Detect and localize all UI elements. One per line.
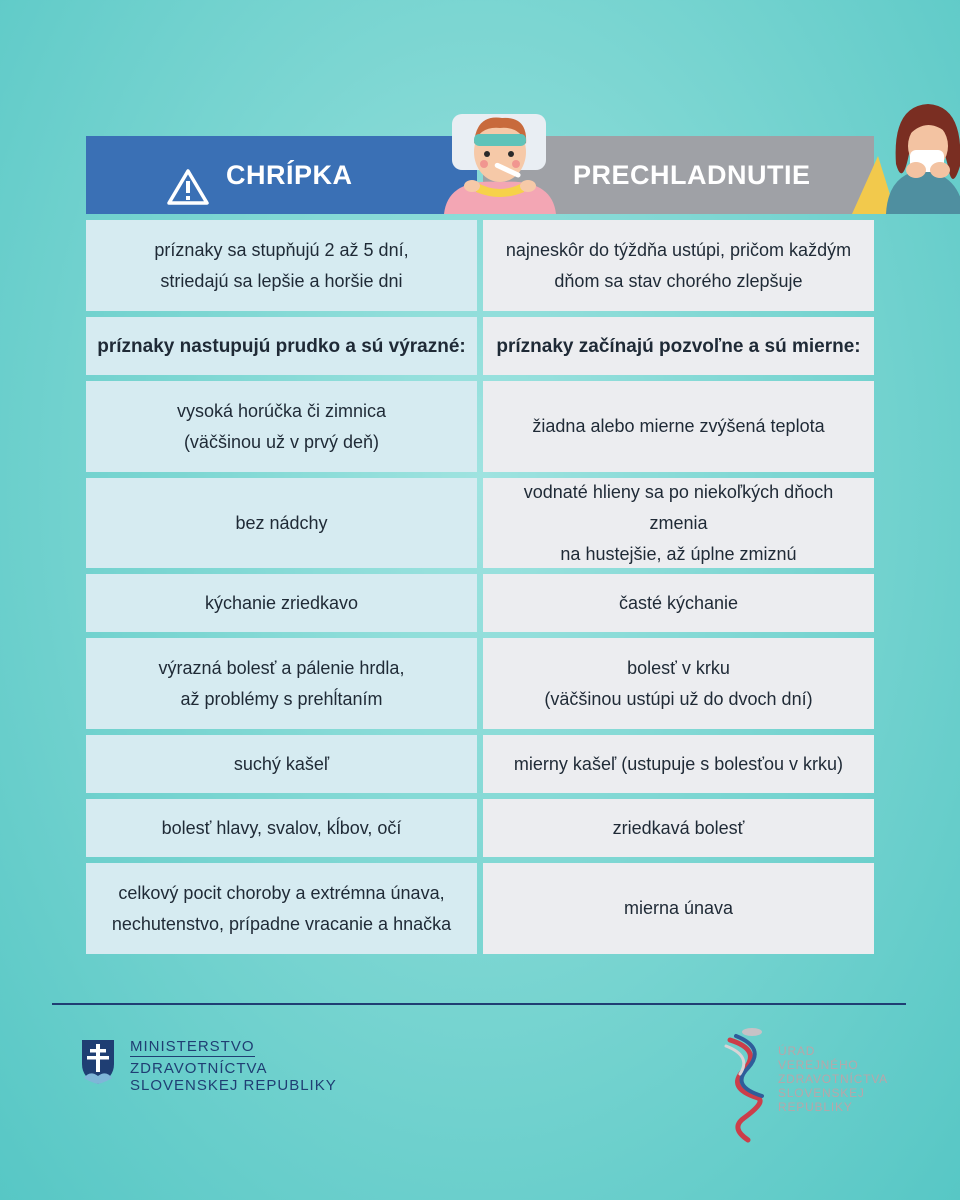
cold-cell: mierny kašeľ (ustupuje s bolesťou v krku): [483, 735, 874, 793]
flu-cell: suchý kašeľ: [86, 735, 477, 793]
table-row: [86, 863, 874, 954]
flu-cell: vysoká horúčka či zimnica (väčšinou už v prvý deň): [86, 381, 477, 472]
table-row: [86, 574, 874, 632]
cold-cell: najneskôr do týždňa ustúpi, pričom každým dňom sa stav chorého zlepšuje: [483, 220, 874, 311]
flu-cell: výrazná bolesť a pálenie hrdla, až problémy s prehĺtaním: [86, 638, 477, 729]
cold-cell: zriedkavá bolesť: [483, 799, 874, 857]
table-row: [86, 638, 874, 729]
ministry-logo: [80, 1038, 337, 1094]
comparison-table: [86, 136, 874, 960]
urad-line2: VEREJNÉHO: [778, 1058, 859, 1072]
ministry-line2: ZDRAVOTNÍCTVA: [130, 1060, 268, 1077]
cold-title: PRECHLADNUTIE: [573, 159, 811, 190]
urad-logo: [722, 1026, 888, 1149]
flu-cell: bez nádchy: [86, 478, 477, 568]
table-row: [86, 220, 874, 311]
table-row: [86, 799, 874, 857]
table-row: [86, 478, 874, 568]
sneezing-woman-illustration: [792, 96, 960, 219]
flu-cell: bolesť hlavy, svalov, kĺbov, očí: [86, 799, 477, 857]
flu-cell: celkový pocit choroby a extrémna únava, nechutenstvo, prípadne vracanie a hnačka: [86, 863, 477, 954]
urad-line5: REPUBLIKY: [778, 1100, 853, 1114]
footer-divider: [52, 1003, 906, 1005]
flu-cell: kýchanie zriedkavo: [86, 574, 477, 632]
flu-title: CHRÍPKA: [226, 159, 353, 190]
aesculapian-snake-icon: [722, 1026, 768, 1149]
flu-header: [86, 136, 477, 214]
urad-text: [778, 1044, 888, 1114]
urad-line3: ZDRAVOTNÍCTVA: [778, 1072, 888, 1086]
urad-line1: ÚRAD: [778, 1044, 816, 1058]
warning-triangle-icon: [166, 137, 210, 213]
ministry-line3: SLOVENSKEJ REPUBLIKY: [130, 1077, 337, 1094]
sick-person-illustration: [440, 96, 560, 219]
cold-cell: vodnaté hlieny sa po niekoľkých dňoch zmenia na hustejšie, až úplne zmiznú: [483, 478, 874, 568]
cold-subheading: príznaky začínajú pozvoľne a sú mierne:: [483, 317, 874, 375]
slovak-coat-of-arms-icon: [80, 1038, 116, 1091]
flu-subheading: príznaky nastupujú prudko a sú výrazné:: [86, 317, 477, 375]
cold-cell: časté kýchanie: [483, 574, 874, 632]
ministry-line1: MINISTERSTVO: [130, 1038, 255, 1055]
cold-cell: žiadna alebo mierne zvýšená teplota: [483, 381, 874, 472]
cold-cell: mierna únava: [483, 863, 874, 954]
header-row: [86, 136, 874, 214]
table-row: [86, 317, 874, 375]
table-row: [86, 735, 874, 793]
table-row: [86, 381, 874, 472]
cold-cell: bolesť v krku (väčšinou ustúpi už do dvoch dní): [483, 638, 874, 729]
ministry-text: [130, 1038, 337, 1094]
flu-cell: príznaky sa stupňujú 2 až 5 dní, striedajú sa lepšie a horšie dni: [86, 220, 477, 311]
urad-line4: SLOVENSKEJ: [778, 1086, 865, 1100]
